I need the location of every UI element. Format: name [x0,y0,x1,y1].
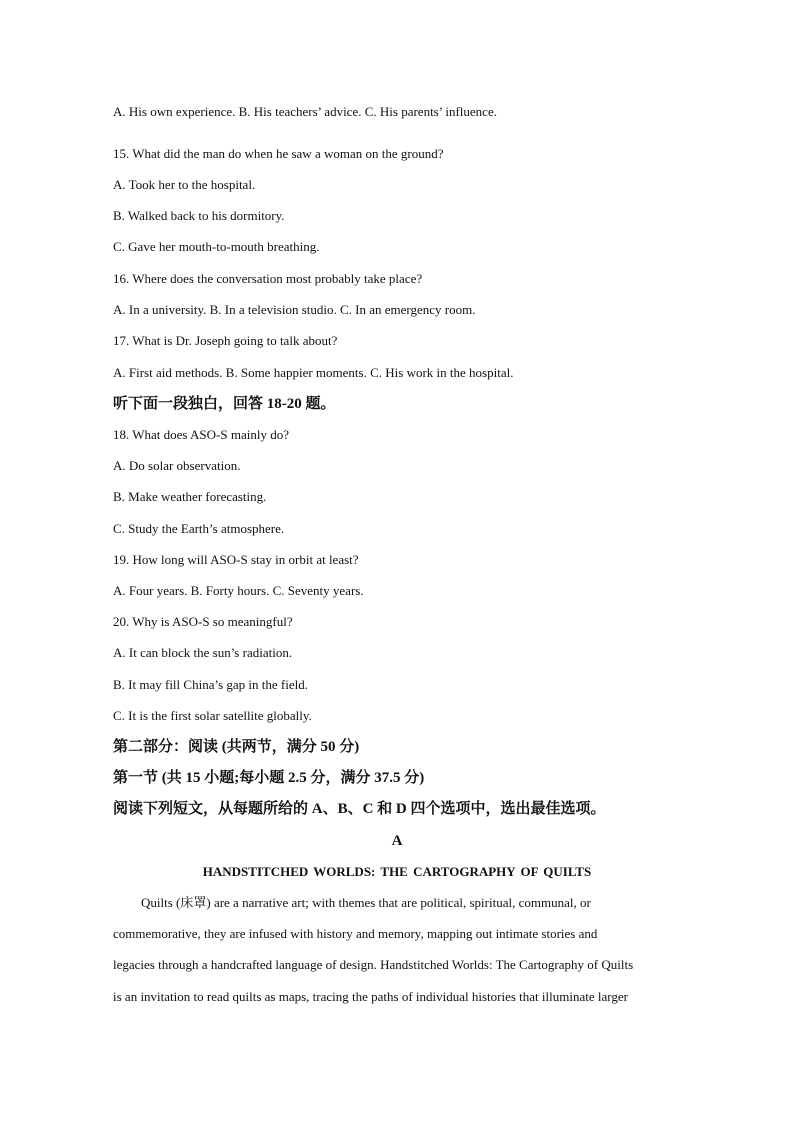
part-two-heading: 第二部分：阅读 (共两节，满分 50 分) [113,739,360,755]
section-one-heading: 第一节 (共 15 小题;每小题 2.5 分，满分 37.5 分) [113,770,425,786]
q15-question: 15. What did the man do when he saw a woman on the ground? [113,146,444,161]
q14-options: A. His own experience. B. His teachers’ advice. C. His parents’ influence. [113,104,497,119]
q15-option-a: A. Took her to the hospital. [113,177,256,192]
q18-question: 18. What does ASO-S mainly do? [113,427,289,442]
q18-option-b: B. Make weather forecasting. [113,489,267,504]
passage-line: is an invitation to read quilts as maps, tracing the paths of individual histories that illuminate larger [113,989,628,1004]
reading-instruction: 阅读下列短文，从每题所给的 A、B、C 和 D 四个选项中，选出最佳选项。 [113,801,606,817]
q15-option-b: B. Walked back to his dormitory. [113,208,285,223]
q18-option-c: C. Study the Earth’s atmosphere. [113,521,285,536]
q15-option-c: C. Gave her mouth-to-mouth breathing. [113,239,320,254]
q16-options: A. In a university. B. In a television studio. C. In an emergency room. [113,302,476,317]
q19-options: A. Four years. B. Forty hours. C. Seventy years. [113,583,364,598]
passage-letter: A [391,833,403,849]
q19-question: 19. How long will ASO-S stay in orbit at least? [113,552,359,567]
passage-title: HANDSTITCHED WORLDS: THE CARTOGRAPHY OF QUILTS [202,864,592,879]
q20-option-a: A. It can block the sun’s radiation. [113,645,293,660]
passage-line: Quilts (床罩) are a narrative art; with themes that are political, spiritual, communal, or [141,895,591,910]
q16-question: 16. Where does the conversation most probably take place? [113,271,423,286]
q20-question: 20. Why is ASO-S so meaningful? [113,614,293,629]
q20-option-c: C. It is the first solar satellite globally. [113,708,312,723]
passage-line: commemorative, they are infused with history and memory, mapping out intimate stories and [113,926,598,941]
q17-question: 17. What is Dr. Joseph going to talk about? [113,333,338,348]
q18-option-a: A. Do solar observation. [113,458,241,473]
q20-option-b: B. It may fill China’s gap in the field. [113,677,308,692]
monologue-heading: 听下面一段独白，回答 18-20 题。 [113,396,336,412]
passage-line: legacies through a handcrafted language of design. Handstitched Worlds: The Cartography of Quilts [113,957,634,972]
q17-options: A. First aid methods. B. Some happier moments. C. His work in the hospital. [113,365,514,380]
